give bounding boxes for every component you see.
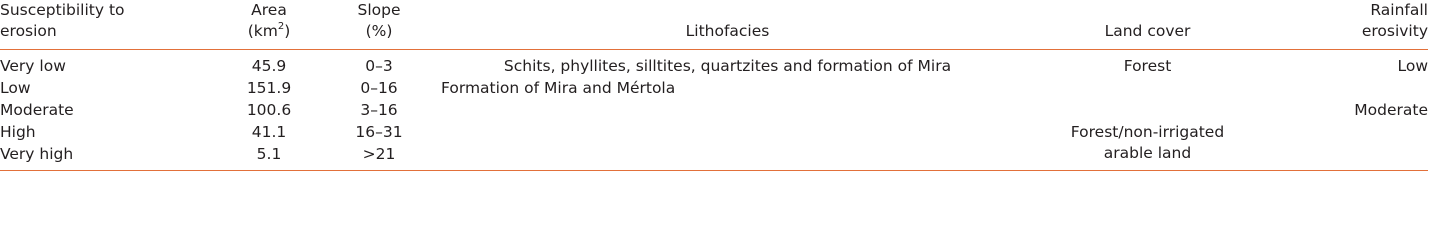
cell-rainfall-erosivity [1275,78,1428,100]
cell-area: 151.9 [246,79,292,97]
header-slope: Slope (%) [323,0,435,50]
table-row [0,100,1428,122]
cell-susceptibility: Moderate [0,101,74,119]
cell-slope: 0–3 [365,57,393,75]
cell-area: 100.6 [246,101,292,119]
cell-rainfall-erosivity [1275,144,1428,171]
table-row [0,78,1428,100]
cell-area: 41.1 [251,123,287,141]
cell-slope: 3–16 [360,101,398,119]
header-susceptibility: Susceptibility to erosion [0,0,215,50]
cell-lithofacies [435,100,1020,122]
cell-susceptibility: High [0,123,36,141]
cell-lithofacies [435,122,1020,144]
cell-susceptibility: Very low [0,57,66,75]
cell-susceptibility: Low [0,79,31,97]
cell-rainfall-erosivity [1275,122,1428,144]
cell-land-cover [1020,122,1275,171]
header-rainfall-erosivity: Rainfall erosivity [1275,0,1428,50]
cell-lithofacies: Schits, phyllites, silltites, quartzites and formation of Mira [503,57,952,75]
table-row [0,50,1428,79]
cell-rainfall-erosivity: Low [1397,57,1428,75]
header-lithofacies: Lithofacies [435,0,1020,50]
cell-area: 5.1 [256,145,282,163]
cell-slope: 0–16 [360,79,398,97]
table-body [0,50,1428,171]
cell-rainfall-erosivity: Moderate [1354,101,1428,119]
land-cover-line: Forest/non-irrigated [1070,123,1225,141]
land-cover-line: arable land [1103,144,1192,162]
cell-land-cover [1020,100,1275,122]
cell-lithofacies [435,144,1020,171]
cell-susceptibility: Very high [0,145,74,163]
table-header [0,0,1428,50]
cell-land-cover: Forest [1123,57,1172,75]
cell-slope: 16–31 [355,123,403,141]
cell-slope: >21 [362,145,396,163]
cell-land-cover [1020,78,1275,100]
cell-area: 45.9 [251,57,287,75]
header-land-cover: Land cover [1020,0,1275,50]
header-area: Area $(km^2)$ [215,0,323,50]
table-row [0,122,1428,144]
cell-lithofacies: Formation of Mira and Mértola [441,79,676,97]
